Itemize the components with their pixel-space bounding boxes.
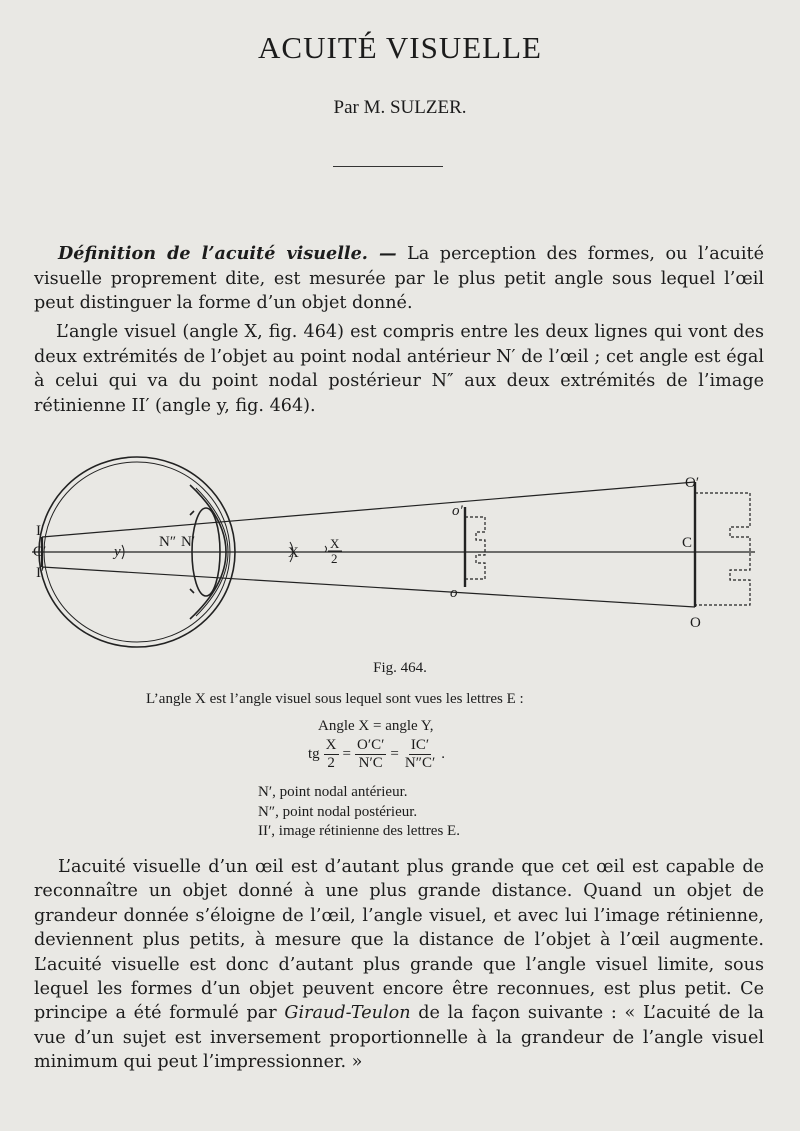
eye-visual-angle-figure [30,455,770,660]
definition-heading: Définition de l’acuité visuelle. — [58,243,397,264]
section-divider [333,166,443,167]
label-C: C [682,535,693,551]
acuity-principle-paragraph: L’acuité visuelle d’un œil est d’autant plus grande que cet œil est capable de reconnaître un objet donné à une plus grande distance. Quand un objet de grandeur donnée s’éloigne de l’œil, l’angle visuel, et avec lui l’image rétinienne, deviennent plus petits, à mesure que la distance de l’objet à l’œil augmente. L’acuité visuelle est donc d’autant plus grande que l’angle visuel limite, sous lequel les formes d’un objet peuvent encore être reconnues, est plus petit. Ce principe a été formulé par Giraud-Teulon de la façon suivante : « L’acuité de la vue d’un sujet est inversement proportionnelle à la grandeur de l’angle visuel minimum qui peut l’impressionner. » [34,857,764,1073]
figure-caption: Fig. 464. [373,660,427,676]
figure-legend-line: L’angle X est l’angle visuel sous lequel sont vues les lettres E : [146,691,524,707]
label-O: O [690,615,701,631]
label-I-prime: I′ [36,565,45,581]
definition-text: La perception des formes, ou l’acuité visuelle proprement dite, est mesurée par le plus petit angle sous lequel l’œil peut distinguer la forme d’un objet donné. [34,244,764,314]
label-C-prime: C′ [33,544,47,560]
label-o-prime: o′ [452,503,463,519]
definition-retinal-image: II′, image rétinienne des lettres E. [258,823,460,839]
upper-visual-ray [42,482,695,537]
label-O-prime: O′ [685,475,700,491]
fraction-x-over-2: $\frac{X}{2}$ [325,737,337,771]
formula-angle-equality: Angle X = angle Y, [318,718,434,734]
author-byline: Par M. SULZER. [333,97,467,118]
far-letter-E [695,493,750,605]
visual-angle-paragraph: L’angle visuel (angle X, fig. 464) est compris entre les deux lignes qui vont des deux extrémités de l’objet au point nodal antérieur N′ de l’œil ; cet angle est égal à celui qui va du point nodal postérieur N″ aux deux extrémités de l’image rétinienne II′ (angle y, fig. 464). [34,322,764,416]
definition-paragraph [34,242,764,316]
label-o: o [450,585,458,601]
page-title: ACUITÉ VISUELLE [258,30,542,65]
fraction-oc-over-nc: $\frac{O'C'}{N'C}$ [356,737,385,771]
lower-visual-ray [42,567,695,607]
label-N-prime: N′ [181,534,196,550]
label-y: y [114,544,121,560]
definition-anterior-node: N′, point nodal antérieur. [258,784,408,800]
definition-posterior-node: N″, point nodal postérieur. [258,803,418,820]
near-letter-E [465,517,485,579]
author-name: Giraud-Teulon [284,1003,411,1024]
label-X: X [288,545,299,561]
formula-tangent: tg $\frac{X}{2}$ = $\frac{O'C'}{N'C}$ = $\frac{IC'}{N''C'}$ . [308,737,445,771]
label-X-half-den: 2 [331,551,338,566]
figure-definitions [258,783,460,842]
label-I: I [36,523,41,539]
label-X-half-num: X [330,536,340,551]
label-N-dprime: N″ [159,534,177,550]
formula-tg: tg [308,746,320,762]
fraction-ic-over-nc: $\frac{IC'}{N''C'}$ [404,737,436,771]
